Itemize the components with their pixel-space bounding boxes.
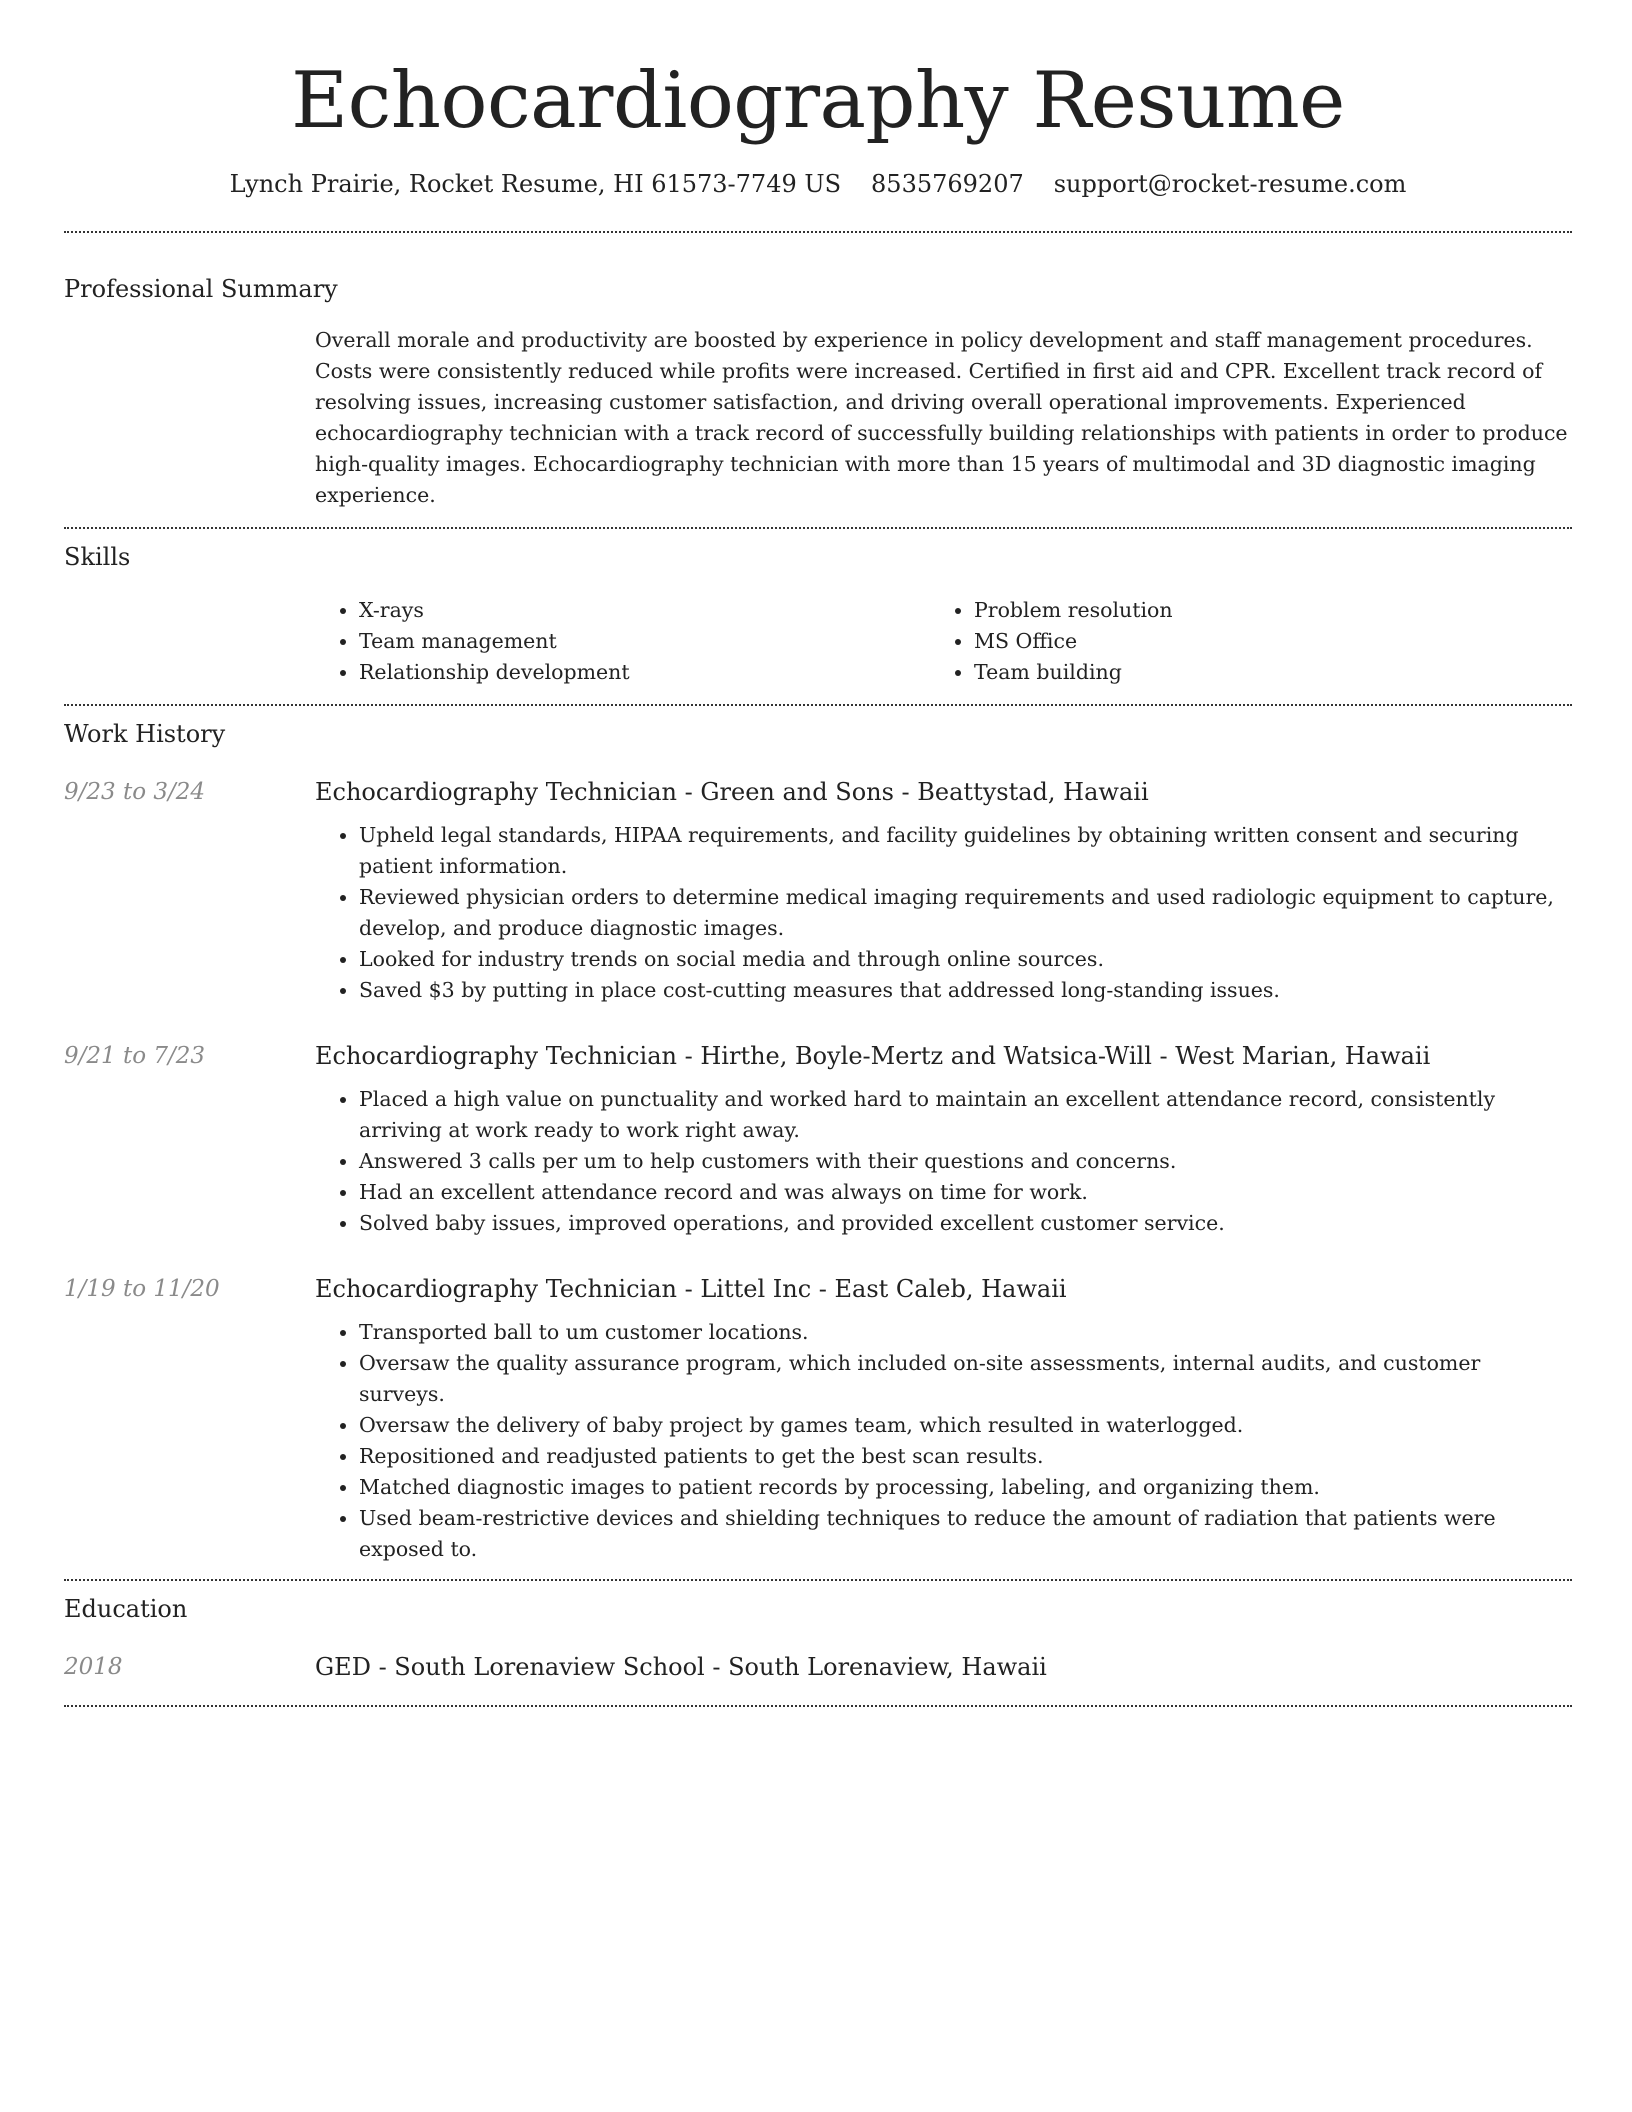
work-section [64, 718, 1572, 1565]
job-bullet: • Looked for industry trends on social media and through online sources. [359, 944, 1572, 975]
skill-item: • Problem resolution [974, 595, 1545, 626]
job-bullet: • Had an excellent attendance record and was always on time for work. [359, 1177, 1572, 1208]
contact-line [64, 168, 1572, 200]
skill-item: • Relationship development [359, 657, 930, 688]
job-bullet: • Solved baby issues, improved operations, and provided excellent customer service. [359, 1208, 1572, 1239]
section-divider [64, 1579, 1572, 1581]
skills-list-right [930, 595, 1545, 688]
job-bullet: • Oversaw the delivery of baby project by games team, which resulted in waterlogged. [359, 1410, 1572, 1441]
skill-item: • Team building [974, 657, 1545, 688]
job-dates: 1/19 to 11/20 [64, 1276, 220, 1302]
education-title: GED - South Lorenaview School - South Lorenaview, Hawaii [315, 1653, 1047, 1681]
section-divider [64, 704, 1572, 706]
skills-heading: Skills [64, 543, 131, 571]
job-title: Echocardiography Technician - Green and Sons - Beattystad, Hawaii [315, 778, 1149, 806]
job-bullet: • Oversaw the quality assurance program, which included on-site assessments, internal audits, and customer surveys. [359, 1348, 1572, 1410]
summary-text: Overall morale and productivity are boosted by experience in policy development and staff management procedures. Costs were consistently reduced while profits were increased. Certified in first aid and CPR. Excellent track record of resolving issues, increasing customer satisfaction, and driving overall operational improvements. Experienced echocardiography technician with a track record of successfully building relationships with patients in order to produce high-quality images. Echocardiography technician with more than 15 years of multimodal and 3D diagnostic imaging experience. [315, 328, 1568, 507]
job-bullet: • Used beam-restrictive devices and shielding techniques to reduce the amount of radiation that patients were exposed to. [359, 1503, 1572, 1565]
skills-section [64, 541, 1572, 688]
section-divider [64, 1705, 1572, 1707]
job-bullet: • Placed a high value on punctuality and worked hard to maintain an excellent attendance record, consistently arriving at work ready to work right away. [359, 1084, 1572, 1146]
education-date: 2018 [64, 1654, 123, 1680]
summary-heading: Professional Summary [64, 275, 338, 303]
job-title: Echocardiography Technician - Hirthe, Boyle-Mertz and Watsica-Will - West Marian, Hawaii [315, 1042, 1431, 1070]
job-bullet: • Matched diagnostic images to patient records by processing, labeling, and organizing them. [359, 1472, 1572, 1503]
job-entry [64, 1273, 1572, 1565]
contact-address: Lynch Prairie, Rocket Resume, HI 61573-7749 US [229, 170, 842, 198]
section-divider [64, 231, 1572, 233]
job-bullets [315, 1317, 1572, 1565]
work-heading: Work History [64, 720, 226, 748]
resume-page [64, 0, 1572, 1707]
job-bullet: • Saved $3 by putting in place cost-cutting measures that addressed long-standing issues. [359, 975, 1572, 1006]
section-divider [64, 527, 1572, 529]
contact-email: support@rocket-resume.com [1053, 170, 1407, 198]
job-dates: 9/21 to 7/23 [64, 1043, 206, 1069]
skill-item: • MS Office [974, 626, 1545, 657]
job-bullet: • Repositioned and readjusted patients to get the best scan results. [359, 1441, 1572, 1472]
skills-list-left [315, 595, 930, 688]
job-bullets [315, 1084, 1572, 1239]
summary-section [64, 273, 1572, 511]
job-bullet: • Transported ball to um customer locations. [359, 1317, 1572, 1348]
resume-name: Echocardiography Resume [291, 56, 1345, 146]
job-entry [64, 776, 1572, 1006]
job-dates: 9/23 to 3/24 [64, 779, 206, 805]
skill-item: • Team management [359, 626, 930, 657]
education-heading: Education [64, 1595, 188, 1623]
education-entry [64, 1651, 1572, 1683]
job-bullet: • Answered 3 calls per um to help customers with their questions and concerns. [359, 1146, 1572, 1177]
education-section [64, 1593, 1572, 1683]
job-bullet: • Reviewed physician orders to determine medical imaging requirements and used radiologic equipment to capture, develop, and produce diagnostic images. [359, 882, 1572, 944]
job-bullets [315, 820, 1572, 1006]
skills-grid [315, 595, 1572, 688]
job-bullet: • Upheld legal standards, HIPAA requirements, and facility guidelines by obtaining written consent and securing patient information. [359, 820, 1572, 882]
contact-phone: 8535769207 [871, 170, 1024, 198]
skill-item: • X-rays [359, 595, 930, 626]
job-entry [64, 1040, 1572, 1239]
job-title: Echocardiography Technician - Littel Inc - East Caleb, Hawaii [315, 1275, 1067, 1303]
